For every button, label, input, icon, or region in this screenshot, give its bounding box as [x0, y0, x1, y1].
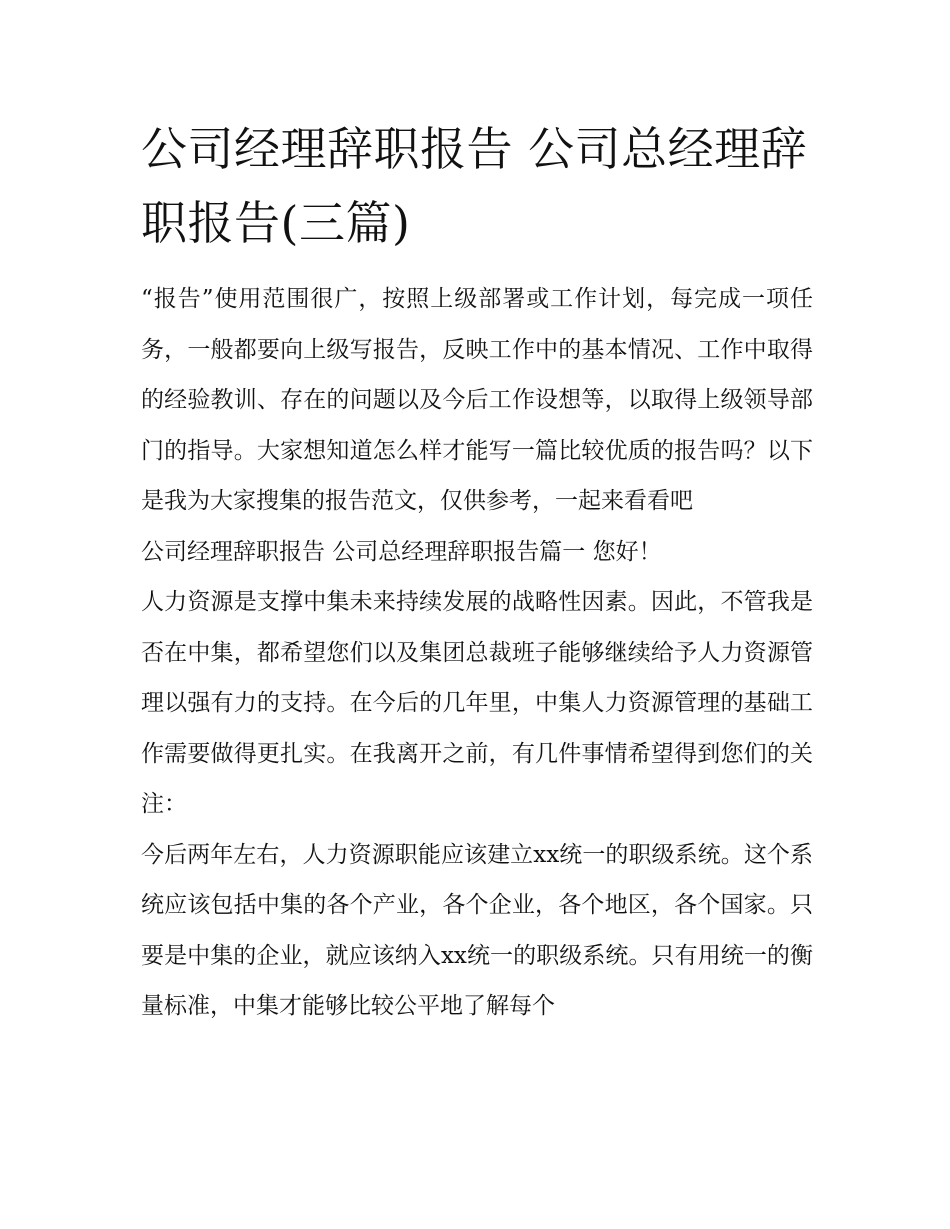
- paragraph-hr-support: 人力资源是支撑中集未来持续发展的战略性因素。因此，不管我是否在中集，都希望您们以及集团总裁班子能够继续给予人力资源管理以强有力的支持。在今后的几年里，中集人力资源管理的基础工作需要做得更扎实。在我离开之前，有几件事情希望得到您们的关注：: [141, 589, 813, 817]
- paragraph-grade-system: 今后两年左右，人力资源职能应该建立xx统一的职级系统。这个系统应该包括中集的各个产业，各个企业，各个地区，各个国家。只要是中集的企业，就应该纳入xx统一的职级系统。只有用统一的衡量标准，中集才能够比较公平地了解每个: [141, 841, 813, 1019]
- paragraph-intro: “报告”使用范围很广，按照上级部署或工作计划，每完成一项任务，一般都要向上级写报告，反映工作中的基本情况、工作中取得的经验教训、存在的问题以及今后工作设想等，以取得上级领导部门的指导。大家想知道怎么样才能写一篇比较优质的报告吗？以下是我为大家搜集的报告范文，仅供参考，一起来看看吧: [141, 286, 813, 514]
- document-page: [141, 112, 813, 1032]
- paragraph-heading-greeting: 公司经理辞职报告 公司总经理辞职报告篇一 您好！: [141, 538, 662, 565]
- document-title: 公司经理辞职报告 公司总经理辞职报告(三篇): [141, 122, 808, 250]
